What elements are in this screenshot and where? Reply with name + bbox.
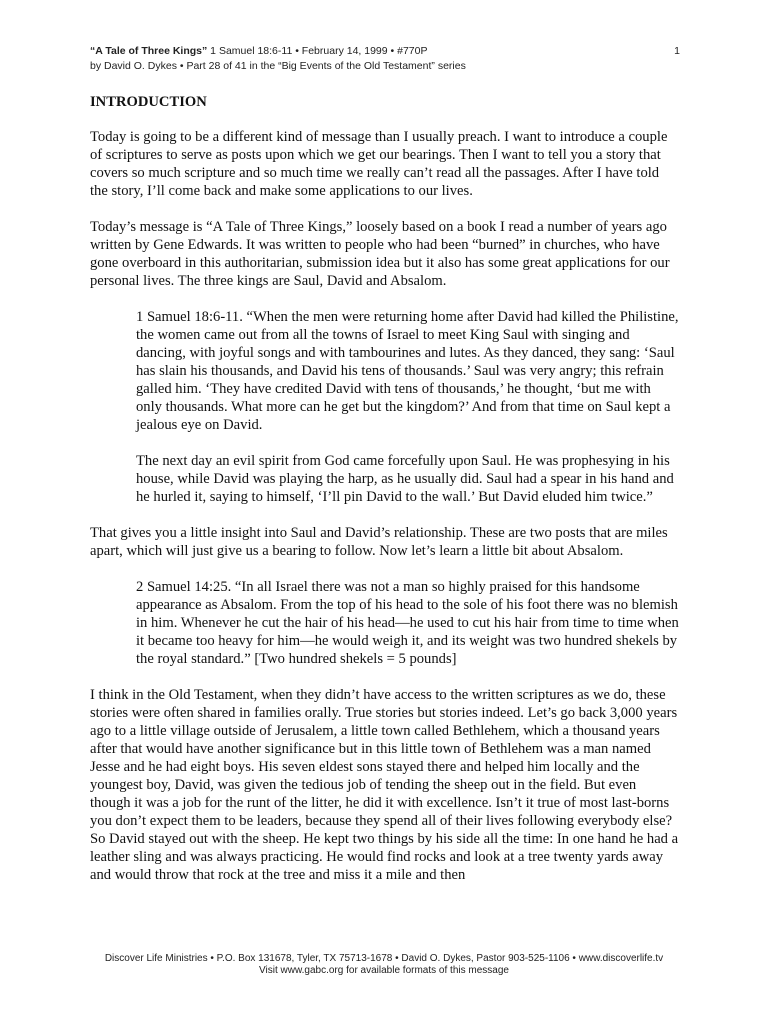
paragraph: I think in the Old Testament, when they didn’t have access to the written scriptures as we do, these stories were often shared in families orally. True stories but stories indeed. Let’s go back 3,000 years ago to a little village outside of Jerusalem, a little town called Bethlehem, which a thousand years after that would have another significance but in this little town of Bethlehem was a man named Jesse and he had eight boys. His seven eldest sons stayed there and helped him locally and the youngest boy, David, was given the tedious job of tending the sheep out in the field. But even though it was a job for the runt of the litter, he did it with excellence. Isn’t it true of most last-borns you don’t expect them to be leaders, because they spend all of their lives following everybody else? So David stayed out with the sheep. He kept two things by his side all the time: In one hand he had a leather sling and was always practicing. He would find rocks and look at a tree twenty yards away and would throw that rock at the tree and miss it a mile and then: [90, 687, 679, 883]
scripture-quote: 1 Samuel 18:6-11. “When the men were returning home after David had killed the Philistine, the women came out from all the towns of Israel to meet King Saul with singing and dancing, with joyful songs and with tambourines and lutes. As they danced, they sang: ‘Saul has slain his thousands, and David his tens of thousands.’ Saul was very angry; this refrain galled him. ‘They have credited David with tens of thousands,’ he thought, ‘but me with only thousands. What more can he get but the kingdom?’ And from that time on Saul kept a jealous eye on David.: [136, 309, 679, 433]
header-byline: by David O. Dykes • Part 28 of 41 in the “Big Events of the Old Testament” series: [90, 60, 466, 72]
footer-contact: Discover Life Ministries • P.O. Box 131678, Tyler, TX 75713-1678 • David O. Dykes, Pastor 903-525-1106 • www.discoverlife.tv: [104, 953, 664, 964]
scripture-quote: 2 Samuel 14:25. “In all Israel there was not a man so highly praised for this handsome appearance as Absalom. From the top of his head to the sole of his foot there was no blemish in him. Whenever he cut the hair of his head—he used to cut his hair from time to time when it became too heavy for him—he would weigh it, and its weight was two hundred shekels by the royal standard.” [Two hundred shekels = 5 pounds]: [136, 579, 679, 667]
footer-formats: Visit www.gabc.org for available formats of this message: [259, 965, 509, 976]
document-body: [90, 93, 680, 902]
paragraph: Today is going to be a different kind of message than I usually preach. I want to introduce a couple of scriptures to serve as posts upon which we get our bearings. Then I want to tell you a story that covers so much scripture and so much time we really can’t read all the passages. After I have told the story, I’ll come back and make some applications to our lives.: [90, 129, 668, 199]
paragraph: Today’s message is “A Tale of Three Kings,” loosely based on a book I read a number of years ago written by Gene Edwards. It was written to people who had been “burned” in churches, who have gone overboard in this authoritarian, submission idea but it also has some great applications for our personal lives. The three kings are Saul, David and Absalom.: [90, 219, 670, 289]
page-footer: [0, 953, 768, 977]
paragraph: That gives you a little insight into Saul and David’s relationship. These are two posts that are miles apart, which will just give us a bearing to follow. Now let’s learn a little bit about Absalom.: [90, 525, 668, 559]
sermon-title: “A Tale of Three Kings”: [90, 45, 208, 57]
scripture-quote: The next day an evil spirit from God came forcefully upon Saul. He was prophesying in his house, while David was playing the harp, as he usually did. Saul had a spear in his hand and he hurled it, saying to himself, ‘I’ll pin David to the wall.’ But David eluded him twice.”: [136, 453, 674, 505]
section-heading: INTRODUCTION: [90, 94, 207, 110]
page-number: 1: [674, 45, 680, 57]
sermon-details: 1 Samuel 18:6-11 • February 14, 1999 • #770P: [207, 45, 428, 57]
page-header: [90, 44, 680, 74]
header-line-1: [90, 44, 680, 59]
